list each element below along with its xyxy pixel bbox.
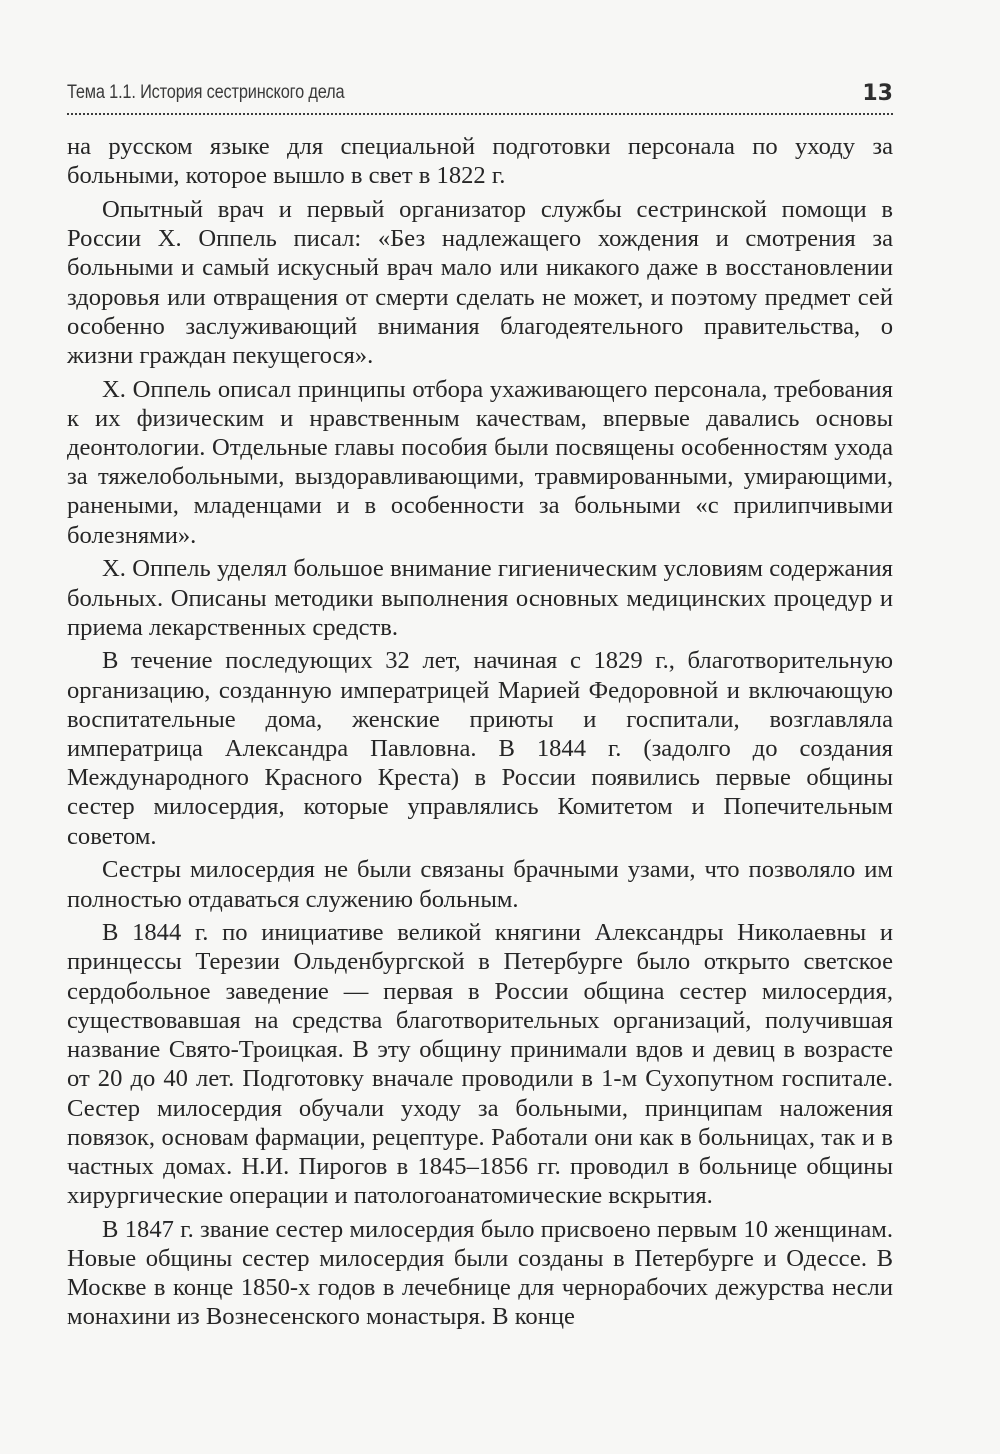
paragraph: Сестры милосердия не были связаны брачными узами, что позволяло им полностью отдаваться служению больным. xyxy=(67,856,893,913)
paragraph: В 1847 г. звание сестер милосердия было присвоено первым 10 женщинам. Новые общины сестер милосердия были созданы в Петербурге и Одессе. В Москве в конце 1850-х годов в лечебнице для чернорабочих дежурства несли монахини из Вознесенского монастыря. В конце xyxy=(67,1215,893,1331)
header-dotted-rule xyxy=(67,113,893,115)
paragraph: Опытный врач и первый организатор службы сестринской помощи в России Х. Оппель писал: «Без надлежащего хождения и смотрения за больными и самый искусный врач мало или никакого даже в восстановлении здоровья или отвращения от смерти сделать не может, и поэтому предмет сей особенно заслуживающий внимания благодеятельного правительства, о жизни граждан пекущегося». xyxy=(67,195,893,369)
chapter-title: Тема 1.1. История сестринского дела xyxy=(67,82,345,103)
paragraph-continued: на русском языке для специальной подготовки персонала по уходу за больными, которое вышло в свет в 1822 г. xyxy=(67,133,893,190)
paragraph: Х. Оппель описал принципы отбора ухаживающего персонала, требования к их физическим и нравственным качествам, впервые давались основы деонтологии. Отдельные главы пособия были посвящены особенностям ухода за тяжелобольными, выздоравливающими, травмированными, умирающими, ранеными, младенцами и в особенности за больными «с прилипчивыми болезнями». xyxy=(67,375,893,549)
running-header xyxy=(67,76,893,108)
paragraph: Х. Оппель уделял большое внимание гигиеническим условиям содержания больных. Описаны методики выполнения основных медицинских процедур и приема лекарственных средств. xyxy=(67,555,893,641)
body-text xyxy=(67,132,893,1336)
paragraph: В 1844 г. по инициативе великой княгини Александры Николаевны и принцессы Терезии Ольденбургской в Петербурге было открыто светское сердобольное заведение — первая в России община сестер милосердия, существовавшая на средства благотворительных организаций, получившая название Свято-Троицкая. В эту общину принимали вдов и девиц в возрасте от 20 до 40 лет. Подготовку вначале проводили в 1-м Сухопутном госпитале. Сестер милосердия обучали уходу за больными, принципам наложения повязок, основам фармации, рецептуре. Работали они как в больницах, так и в частных домах. Н.И. Пирогов в 1845–1856 гг. проводил в больнице общины хирургические операции и патологоанатомические вскрытия. xyxy=(67,919,893,1210)
paragraph: В течение последующих 32 лет, начиная с 1829 г., благотворительную организацию, созданную императрицей Марией Федоровной и включающую воспитательные дома, женские приюты и госпитали, возглавляла императрица Александра Павловна. В 1844 г. (задолго до создания Международного Красного Креста) в России появились первые общины сестер милосердия, которые управлялись Комитетом и Попечительным советом. xyxy=(67,647,893,850)
page-number: 13 xyxy=(862,81,893,106)
